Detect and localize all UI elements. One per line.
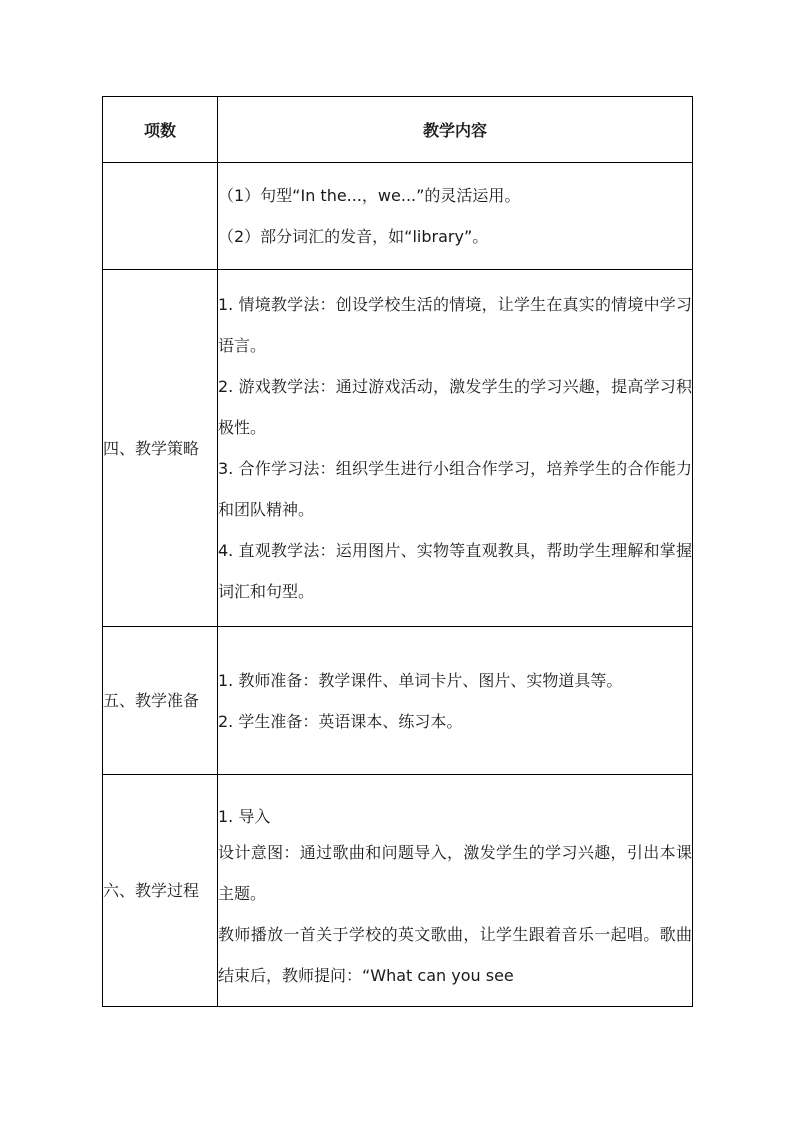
- row-content: [218, 163, 693, 270]
- table-row: [103, 270, 693, 627]
- content-line: 4. 直观教学法：运用图片、实物等直观教具，帮助学生理解和掌握词汇和句型。: [218, 541, 692, 601]
- row-content: [218, 270, 693, 627]
- content-line: （1）句型“In the...，we...”的灵活运用。: [218, 186, 521, 205]
- row-content: [218, 627, 693, 775]
- table-row: [103, 627, 693, 775]
- content-line: （2）部分词汇的发音，如“library”。: [218, 227, 489, 246]
- row-label-teaching-strategy: 四、教学策略: [103, 270, 218, 627]
- header-content-col: 教学内容: [218, 97, 693, 163]
- content-line: 1. 教师准备：教学课件、单词卡片、图片、实物道具等。: [218, 670, 623, 690]
- content-line: 教师播放一首关于学校的英文歌曲，让学生跟着音乐一起唱。歌曲结束后，教师提问：“What can you see: [218, 925, 692, 985]
- content-line: 1. 导入: [218, 807, 271, 826]
- header-row: [103, 97, 693, 163]
- content-line: 2. 学生准备：英语课本、练习本。: [218, 711, 463, 731]
- row-content: [218, 775, 693, 1007]
- table-row: [103, 775, 693, 1007]
- content-line: 设计意图：通过歌曲和问题导入，激发学生的学习兴趣，引出本课主题。: [218, 843, 692, 903]
- content-line: 3. 合作学习法：组织学生进行小组合作学习，培养学生的合作能力和团队精神。: [218, 459, 692, 519]
- row-label-teaching-process: 六、教学过程: [103, 775, 218, 1007]
- table-row: [103, 163, 693, 270]
- header-item-col: 项数: [103, 97, 218, 163]
- content-line: 1. 情境教学法：创设学校生活的情境，让学生在真实的情境中学习语言。: [218, 295, 692, 355]
- lesson-plan-table: [102, 96, 693, 1007]
- row-label: [103, 163, 218, 270]
- content-line: 2. 游戏教学法：通过游戏活动，激发学生的学习兴趣，提高学习积极性。: [218, 377, 692, 437]
- row-label-teaching-prep: 五、教学准备: [103, 627, 218, 775]
